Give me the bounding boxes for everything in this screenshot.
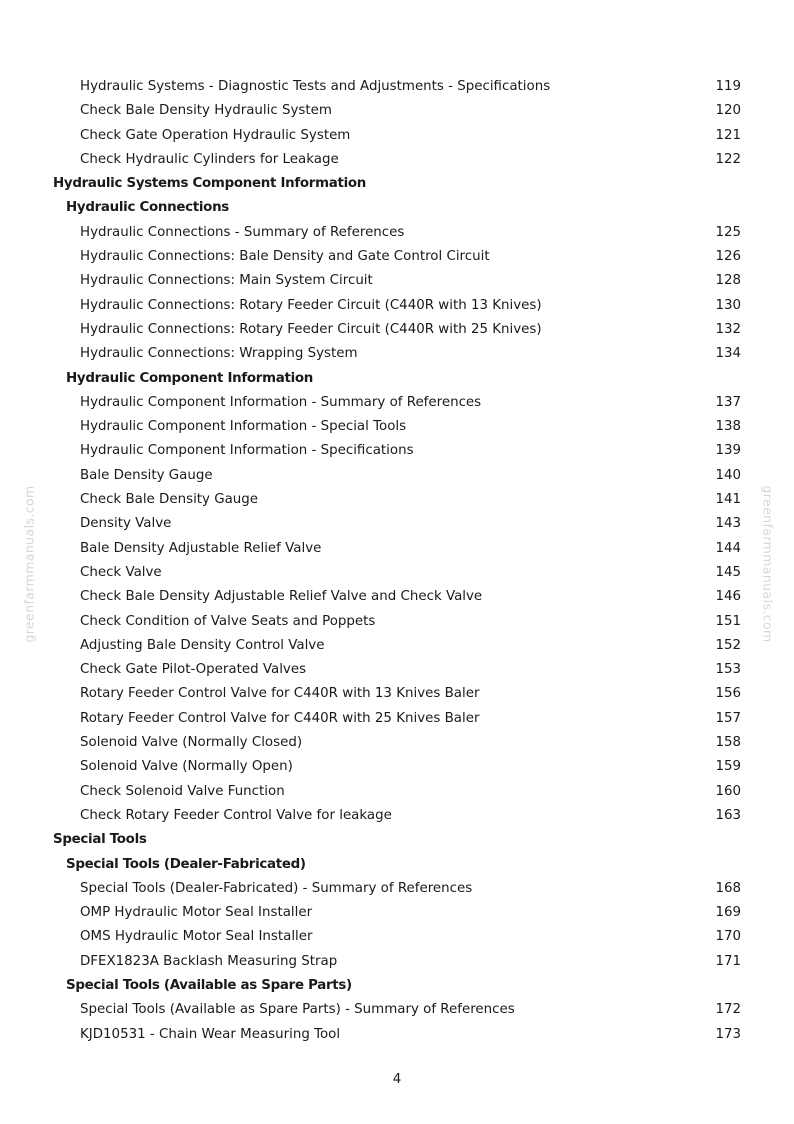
toc-entry-title[interactable]: Solenoid Valve (Normally Open) [80,759,293,775]
toc-entry[interactable] [0,610,794,634]
table-of-contents [0,75,794,1047]
toc-entry-page-number[interactable]: 159 [715,759,741,775]
toc-entry-page-number[interactable]: 126 [715,249,741,265]
watermark-right-text: greenfarmmanuals.com [760,485,776,643]
toc-entry-title[interactable]: Hydraulic Connections: Wrapping System [80,346,358,362]
toc-entry-title: Special Tools [53,832,147,848]
toc-entry-page-number[interactable]: 130 [715,297,741,313]
toc-entry-title[interactable]: Bale Density Adjustable Relief Valve [80,540,322,556]
toc-entry[interactable] [0,561,794,585]
toc-entry-page-number[interactable]: 140 [715,467,741,483]
toc-section-heading [0,828,794,852]
toc-entry[interactable] [0,439,794,463]
toc-entry[interactable] [0,877,794,901]
page-number: 4 [392,1072,402,1087]
toc-entry-page-number[interactable]: 137 [715,394,741,410]
toc-entry-title: Hydraulic Systems Component Information [53,176,367,192]
toc-entry-title[interactable]: Check Gate Operation Hydraulic System [80,127,351,143]
toc-entry[interactable] [0,925,794,949]
toc-entry-title[interactable]: Check Bale Density Adjustable Relief Valve and Check Valve [80,589,483,605]
toc-entry-title[interactable]: Rotary Feeder Control Valve for C440R with 25 Knives Baler [80,710,480,726]
toc-entry-page-number[interactable]: 119 [715,79,741,94]
toc-entry-page-number[interactable]: 125 [715,224,741,240]
toc-entry[interactable] [0,488,794,512]
toc-entry-page-number[interactable]: 141 [715,492,741,508]
toc-entry-page-number[interactable]: 153 [715,662,741,678]
toc-entry-page-number[interactable]: 172 [715,1002,741,1018]
toc-entry-page-number[interactable]: 121 [715,127,741,143]
toc-entry-page-number[interactable]: 173 [715,1026,741,1042]
toc-entry-page-number[interactable]: 139 [715,443,741,459]
toc-entry[interactable] [0,634,794,658]
toc-entry-title[interactable]: Hydraulic Connections: Rotary Feeder Circuit (C440R with 13 Knives) [80,297,542,313]
toc-subsection-heading [0,853,794,877]
toc-entry[interactable] [0,1023,794,1047]
toc-entry-title[interactable]: Adjusting Bale Density Control Valve [80,637,325,653]
toc-entry[interactable] [0,75,794,99]
toc-entry-title[interactable]: Hydraulic Connections: Rotary Feeder Circuit (C440R with 25 Knives) [80,321,542,337]
toc-entry-page-number[interactable]: 128 [715,273,741,289]
toc-entry-title[interactable]: OMS Hydraulic Motor Seal Installer [80,929,313,945]
toc-entry-page-number[interactable]: 160 [715,783,741,799]
toc-entry[interactable] [0,464,794,488]
toc-entry[interactable] [0,537,794,561]
toc-entry[interactable] [0,221,794,245]
toc-entry-title[interactable]: Rotary Feeder Control Valve for C440R with 13 Knives Baler [80,686,480,702]
toc-entry-page-number[interactable]: 120 [715,103,741,119]
toc-entry[interactable] [0,804,794,828]
toc-entry-title[interactable]: Hydraulic Component Information - Specifications [80,443,414,459]
toc-entry-page-number[interactable]: 171 [715,953,741,969]
toc-entry[interactable] [0,294,794,318]
toc-entry[interactable] [0,780,794,804]
toc-entry-title[interactable]: Check Bale Density Gauge [80,492,259,508]
toc-entry-title: Hydraulic Component Information [66,370,314,386]
toc-entry-page-number[interactable]: 132 [715,321,741,337]
toc-entry-page-number[interactable]: 156 [715,686,741,702]
toc-entry[interactable] [0,124,794,148]
toc-entry[interactable] [0,148,794,172]
toc-entry[interactable] [0,415,794,439]
toc-entry-page-number[interactable]: 158 [715,735,741,751]
toc-entry-title[interactable]: Hydraulic Component Information - Summary of References [80,394,482,410]
toc-entry[interactable] [0,998,794,1022]
toc-section-heading [0,172,794,196]
toc-entry-title: Special Tools (Dealer-Fabricated) [66,856,306,872]
toc-entry-title[interactable]: Hydraulic Systems - Diagnostic Tests and Adjustments - Specifications [80,79,551,94]
toc-entry-page-number[interactable]: 146 [715,589,741,605]
toc-entry[interactable] [0,245,794,269]
toc-entry[interactable] [0,391,794,415]
toc-entry-page-number[interactable]: 151 [715,613,741,629]
toc-entry-title: Hydraulic Connections [66,200,229,216]
toc-entry-title[interactable]: Hydraulic Connections: Bale Density and Gate Control Circuit [80,249,490,265]
toc-entry-title[interactable]: Check Solenoid Valve Function [80,783,285,799]
toc-subsection-heading [0,974,794,998]
toc-entry-title: Special Tools (Available as Spare Parts) [66,977,352,993]
toc-entry-title[interactable]: KJD10531 - Chain Wear Measuring Tool [80,1026,341,1042]
watermark-left-text: greenfarmmanuals.com [21,485,37,643]
toc-entry-title[interactable]: Check Rotary Feeder Control Valve for leakage [80,807,392,823]
toc-entry-title[interactable]: Check Hydraulic Cylinders for Leakage [80,151,339,167]
toc-entry[interactable] [0,318,794,342]
toc-entry[interactable] [0,512,794,536]
toc-entry[interactable] [0,901,794,925]
toc-entry-title[interactable]: Check Condition of Valve Seats and Poppets [80,613,376,629]
toc-entry-title[interactable]: DFEX1823A Backlash Measuring Strap [80,953,338,969]
toc-entry-title[interactable]: Check Gate Pilot-Operated Valves [80,662,307,678]
toc-entry-page-number[interactable]: 157 [715,710,741,726]
toc-entry-title[interactable]: Hydraulic Connections - Summary of References [80,224,405,240]
toc-entry-page-number[interactable]: 138 [715,419,741,435]
toc-entry-title[interactable]: Hydraulic Connections: Main System Circuit [80,273,373,289]
toc-entry-title[interactable]: Hydraulic Component Information - Special Tools [80,419,407,435]
toc-entry[interactable] [0,682,794,706]
toc-entry-title[interactable]: Check Valve [80,564,162,580]
toc-entry[interactable] [0,731,794,755]
toc-entry[interactable] [0,269,794,293]
toc-entry-title[interactable]: Solenoid Valve (Normally Closed) [80,735,303,751]
toc-entry-page-number[interactable]: 143 [715,516,741,532]
toc-entry[interactable] [0,585,794,609]
toc-entry-page-number[interactable]: 134 [715,346,741,362]
toc-entry-title[interactable]: Special Tools (Dealer-Fabricated) - Summary of References [80,880,473,896]
toc-subsection-heading [0,196,794,220]
toc-entry-page-number[interactable]: 152 [715,637,741,653]
toc-subsection-heading [0,367,794,391]
toc-entry[interactable] [0,707,794,731]
toc-entry-title[interactable]: Bale Density Gauge [80,467,213,483]
toc-entry-page-number[interactable]: 169 [715,905,741,921]
toc-entry-title[interactable]: Special Tools (Available as Spare Parts) - Summary of References [80,1002,515,1018]
toc-entry-title[interactable]: Density Valve [80,516,172,532]
toc-entry-page-number[interactable]: 163 [715,807,741,823]
toc-entry-page-number[interactable]: 168 [715,880,741,896]
toc-entry[interactable] [0,99,794,123]
toc-entry-title[interactable]: OMP Hydraulic Motor Seal Installer [80,905,313,921]
toc-entry-page-number[interactable]: 170 [715,929,741,945]
toc-entry-page-number[interactable]: 144 [715,540,741,556]
toc-entry-page-number[interactable]: 122 [715,151,741,167]
toc-entry-page-number[interactable]: 145 [715,564,741,580]
toc-entry-title[interactable]: Check Bale Density Hydraulic System [80,103,332,119]
toc-entry[interactable] [0,342,794,366]
toc-entry[interactable] [0,658,794,682]
toc-entry[interactable] [0,950,794,974]
toc-entry[interactable] [0,755,794,779]
